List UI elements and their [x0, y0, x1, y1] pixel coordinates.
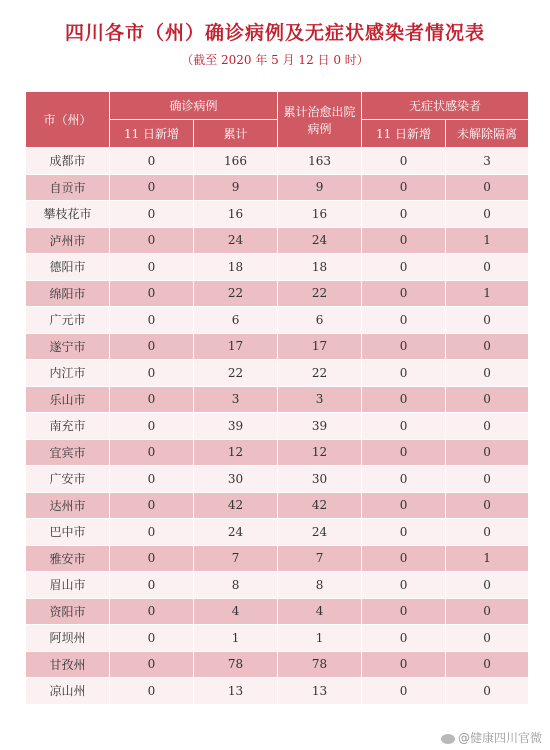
table-row — [26, 466, 529, 493]
cell-asymptomatic-isolation: 0 — [446, 651, 529, 678]
cell-confirmed-total: 7 — [194, 545, 278, 572]
cases-table — [25, 91, 529, 705]
cell-asymptomatic-isolation: 0 — [446, 572, 529, 599]
cell-asymptomatic-new: 0 — [362, 678, 446, 705]
table-row — [26, 174, 529, 201]
cell-asymptomatic-new: 0 — [362, 386, 446, 413]
cell-asymptomatic-new: 0 — [362, 254, 446, 281]
cell-asymptomatic-new: 0 — [362, 201, 446, 228]
cell-asymptomatic-isolation: 0 — [446, 519, 529, 546]
table-row — [26, 227, 529, 254]
table-row — [26, 598, 529, 625]
cell-confirmed-new: 0 — [110, 439, 194, 466]
cell-confirmed-total: 9 — [194, 174, 278, 201]
cell-confirmed-total: 166 — [194, 148, 278, 175]
cell-confirmed-total: 42 — [194, 492, 278, 519]
cell-confirmed-new: 0 — [110, 360, 194, 387]
page-subtitle: （截至 2020 年 5 月 12 日 0 时） — [181, 53, 369, 67]
cell-city: 成都市 — [26, 148, 110, 175]
table-row — [26, 439, 529, 466]
cell-confirmed-new: 0 — [110, 492, 194, 519]
cell-confirmed-total: 17 — [194, 333, 278, 360]
table-row — [26, 360, 529, 387]
cell-discharged: 78 — [278, 651, 362, 678]
cell-confirmed-total: 12 — [194, 439, 278, 466]
cell-city: 雅安市 — [26, 545, 110, 572]
table-row — [26, 386, 529, 413]
cell-confirmed-total: 13 — [194, 678, 278, 705]
cell-confirmed-new: 0 — [110, 201, 194, 228]
cell-asymptomatic-new: 0 — [362, 572, 446, 599]
cell-city: 攀枝花市 — [26, 201, 110, 228]
table-row — [26, 625, 529, 652]
cell-asymptomatic-isolation: 1 — [446, 280, 529, 307]
table-body — [26, 148, 529, 705]
cell-confirmed-total: 24 — [194, 519, 278, 546]
cell-asymptomatic-isolation: 0 — [446, 439, 529, 466]
cell-discharged: 16 — [278, 201, 362, 228]
cell-asymptomatic-isolation: 0 — [446, 333, 529, 360]
cell-confirmed-total: 3 — [194, 386, 278, 413]
header-confirmed-total: 累计 — [194, 120, 278, 148]
cell-discharged: 163 — [278, 148, 362, 175]
cell-city: 南充市 — [26, 413, 110, 440]
cell-confirmed-new: 0 — [110, 148, 194, 175]
cell-asymptomatic-new: 0 — [362, 280, 446, 307]
cell-discharged: 24 — [278, 227, 362, 254]
cell-discharged: 7 — [278, 545, 362, 572]
cell-confirmed-total: 6 — [194, 307, 278, 334]
cell-city: 广元市 — [26, 307, 110, 334]
cell-asymptomatic-new: 0 — [362, 598, 446, 625]
cell-asymptomatic-isolation: 0 — [446, 492, 529, 519]
cell-confirmed-new: 0 — [110, 333, 194, 360]
cell-asymptomatic-new: 0 — [362, 545, 446, 572]
cell-confirmed-new: 0 — [110, 413, 194, 440]
cell-asymptomatic-new: 0 — [362, 492, 446, 519]
cell-city: 泸州市 — [26, 227, 110, 254]
header-asymptomatic-new: 11 日新增 — [362, 120, 446, 148]
table-row — [26, 519, 529, 546]
cell-discharged: 24 — [278, 519, 362, 546]
cell-discharged: 4 — [278, 598, 362, 625]
cell-asymptomatic-new: 0 — [362, 333, 446, 360]
cell-asymptomatic-new: 0 — [362, 625, 446, 652]
cell-asymptomatic-isolation: 3 — [446, 148, 529, 175]
header-confirmed-new: 11 日新增 — [110, 120, 194, 148]
cell-asymptomatic-isolation: 1 — [446, 545, 529, 572]
cell-discharged: 22 — [278, 280, 362, 307]
header-asymptomatic-group: 无症状感染者 — [362, 92, 529, 120]
table-row — [26, 678, 529, 705]
cell-asymptomatic-isolation: 0 — [446, 360, 529, 387]
table-row — [26, 280, 529, 307]
cell-city: 资阳市 — [26, 598, 110, 625]
cell-asymptomatic-isolation: 0 — [446, 413, 529, 440]
cell-asymptomatic-isolation: 0 — [446, 598, 529, 625]
cell-city: 广安市 — [26, 466, 110, 493]
cell-asymptomatic-isolation: 0 — [446, 307, 529, 334]
cell-asymptomatic-new: 0 — [362, 439, 446, 466]
header-asymptomatic-isolation: 未解除隔离 — [446, 120, 529, 148]
cell-confirmed-new: 0 — [110, 519, 194, 546]
cell-city: 巴中市 — [26, 519, 110, 546]
cell-discharged: 8 — [278, 572, 362, 599]
cell-confirmed-total: 30 — [194, 466, 278, 493]
cell-asymptomatic-new: 0 — [362, 307, 446, 334]
cell-city: 眉山市 — [26, 572, 110, 599]
header-discharged: 累计治愈出院病例 — [278, 92, 362, 148]
cell-confirmed-total: 78 — [194, 651, 278, 678]
cell-confirmed-new: 0 — [110, 598, 194, 625]
cell-asymptomatic-isolation: 1 — [446, 227, 529, 254]
page-title: 四川各市（州）确诊病例及无症状感染者情况表 — [64, 22, 485, 44]
cell-confirmed-new: 0 — [110, 678, 194, 705]
table-row — [26, 572, 529, 599]
cell-confirmed-new: 0 — [110, 572, 194, 599]
cell-discharged: 42 — [278, 492, 362, 519]
cell-asymptomatic-isolation: 0 — [446, 466, 529, 493]
table-row — [26, 148, 529, 175]
table-row — [26, 254, 529, 281]
cell-asymptomatic-new: 0 — [362, 651, 446, 678]
cell-city: 甘孜州 — [26, 651, 110, 678]
cell-city: 德阳市 — [26, 254, 110, 281]
table-header — [26, 92, 529, 148]
cell-asymptomatic-isolation: 0 — [446, 625, 529, 652]
cell-asymptomatic-isolation: 0 — [446, 678, 529, 705]
cell-city: 绵阳市 — [26, 280, 110, 307]
cell-confirmed-total: 4 — [194, 598, 278, 625]
cell-discharged: 3 — [278, 386, 362, 413]
cell-discharged: 12 — [278, 439, 362, 466]
table-row — [26, 651, 529, 678]
cell-confirmed-total: 8 — [194, 572, 278, 599]
weibo-icon — [441, 734, 455, 744]
cell-asymptomatic-new: 0 — [362, 148, 446, 175]
header-confirmed-group: 确诊病例 — [110, 92, 278, 120]
cell-confirmed-new: 0 — [110, 386, 194, 413]
cell-asymptomatic-new: 0 — [362, 413, 446, 440]
table-row — [26, 307, 529, 334]
header-city: 市（州） — [26, 92, 110, 148]
cell-confirmed-total: 16 — [194, 201, 278, 228]
cell-city: 宜宾市 — [26, 439, 110, 466]
cell-asymptomatic-new: 0 — [362, 466, 446, 493]
cell-confirmed-total: 1 — [194, 625, 278, 652]
cell-discharged: 18 — [278, 254, 362, 281]
cell-confirmed-new: 0 — [110, 227, 194, 254]
cell-confirmed-new: 0 — [110, 174, 194, 201]
cell-confirmed-new: 0 — [110, 651, 194, 678]
cell-discharged: 1 — [278, 625, 362, 652]
cell-discharged: 13 — [278, 678, 362, 705]
cell-asymptomatic-new: 0 — [362, 174, 446, 201]
cell-confirmed-new: 0 — [110, 280, 194, 307]
table-row — [26, 413, 529, 440]
cell-discharged: 30 — [278, 466, 362, 493]
cell-city: 阿坝州 — [26, 625, 110, 652]
cell-discharged: 22 — [278, 360, 362, 387]
cell-city: 达州市 — [26, 492, 110, 519]
cell-discharged: 39 — [278, 413, 362, 440]
cell-asymptomatic-isolation: 0 — [446, 386, 529, 413]
cell-confirmed-new: 0 — [110, 307, 194, 334]
cell-discharged: 17 — [278, 333, 362, 360]
cell-city: 遂宁市 — [26, 333, 110, 360]
cell-asymptomatic-new: 0 — [362, 227, 446, 254]
table-row — [26, 333, 529, 360]
cell-confirmed-new: 0 — [110, 466, 194, 493]
cell-confirmed-total: 39 — [194, 413, 278, 440]
cell-asymptomatic-isolation: 0 — [446, 201, 529, 228]
cell-confirmed-total: 22 — [194, 280, 278, 307]
table-row — [26, 492, 529, 519]
table-row — [26, 545, 529, 572]
cell-city: 内江市 — [26, 360, 110, 387]
weibo-watermark — [441, 729, 542, 746]
cell-confirmed-total: 24 — [194, 227, 278, 254]
cell-city: 自贡市 — [26, 174, 110, 201]
cell-confirmed-total: 18 — [194, 254, 278, 281]
cell-confirmed-new: 0 — [110, 545, 194, 572]
cell-confirmed-total: 22 — [194, 360, 278, 387]
cell-asymptomatic-new: 0 — [362, 360, 446, 387]
cell-asymptomatic-isolation: 0 — [446, 254, 529, 281]
table-row — [26, 201, 529, 228]
cell-discharged: 6 — [278, 307, 362, 334]
watermark-text: @健康四川官微 — [457, 731, 542, 745]
cell-discharged: 9 — [278, 174, 362, 201]
cell-asymptomatic-new: 0 — [362, 519, 446, 546]
cell-confirmed-new: 0 — [110, 625, 194, 652]
cell-city: 乐山市 — [26, 386, 110, 413]
cell-confirmed-new: 0 — [110, 254, 194, 281]
cell-city: 凉山州 — [26, 678, 110, 705]
cell-asymptomatic-isolation: 0 — [446, 174, 529, 201]
